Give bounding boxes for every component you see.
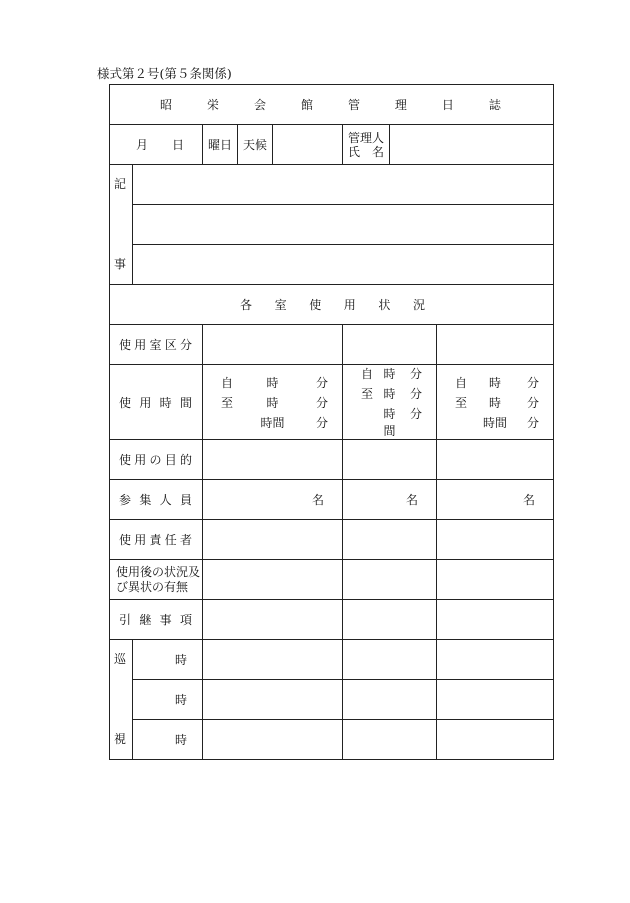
room-status-title-char: 使: [309, 298, 322, 312]
form-number-label: 様式第２号(第５条関係): [97, 66, 232, 81]
notes-label: [110, 165, 133, 285]
after-use-field-3[interactable]: [437, 560, 554, 600]
room-category-label-char: 分: [179, 338, 192, 352]
person-unit: 名: [522, 493, 535, 507]
purpose-label-char: 用: [134, 453, 147, 467]
month-day-field[interactable]: [110, 125, 203, 165]
minute-unit: 分: [526, 415, 539, 430]
attendees-label-char: 集: [139, 493, 152, 507]
to-label: 至: [361, 387, 374, 401]
attendees-label-char: 員: [179, 493, 192, 507]
usage-time-field-3[interactable]: [437, 365, 554, 440]
after-use-field-1[interactable]: [203, 560, 343, 600]
log-title-char: 日: [441, 98, 454, 112]
notes-label-top: 記: [114, 177, 127, 191]
log-title: [110, 85, 554, 125]
minute-unit: 分: [526, 375, 539, 390]
room-status-title-char: 況: [412, 298, 425, 312]
room-category-field-2[interactable]: [343, 325, 437, 365]
patrol-label: [110, 640, 133, 760]
duration-hours-unit: 時間: [482, 415, 507, 430]
usage-time-label: [110, 365, 203, 440]
manager-label-line2: 氏 名: [347, 144, 384, 159]
notes-line-2[interactable]: [133, 205, 554, 245]
notes-line-1[interactable]: [133, 165, 554, 205]
after-use-label-line1: 使用後の状況及: [116, 564, 201, 579]
usage-time-field-2[interactable]: [343, 365, 437, 440]
attendees-field-1[interactable]: [203, 480, 343, 520]
log-title-char: 昭: [160, 98, 173, 112]
attendees-field-3[interactable]: [437, 480, 554, 520]
person-unit: 名: [405, 493, 418, 507]
patrol-field-1-1[interactable]: [203, 640, 343, 680]
responsible-person-label-char: 者: [179, 533, 192, 547]
hour-unit: 時: [383, 387, 396, 401]
purpose-label: [110, 440, 203, 480]
after-use-condition-label: [110, 560, 203, 600]
room-category-field-3[interactable]: [437, 325, 554, 365]
purpose-label-char: 使: [119, 453, 132, 467]
patrol-field-1-3[interactable]: [437, 640, 554, 680]
manager-name-field[interactable]: [390, 125, 554, 165]
usage-time-label-char: 間: [179, 395, 192, 410]
from-label: 自: [455, 375, 468, 390]
log-title-char: 栄: [206, 98, 219, 112]
handover-field-2[interactable]: [343, 600, 437, 640]
usage-time-field-1[interactable]: [203, 365, 343, 440]
minute-unit: 分: [409, 367, 422, 381]
room-category-label-char: 使: [119, 338, 132, 352]
from-label: 自: [221, 375, 234, 390]
patrol-hour-field-1[interactable]: [133, 640, 203, 680]
purpose-field-3[interactable]: [437, 440, 554, 480]
usage-time-label-char: 時: [159, 395, 172, 410]
day-label: 日: [171, 138, 184, 152]
log-title-char: 会: [253, 98, 266, 112]
responsible-person-label-char: 責: [149, 533, 162, 547]
notes-line-3[interactable]: [133, 245, 554, 285]
minute-unit: 分: [409, 407, 422, 421]
handover-field-1[interactable]: [203, 600, 343, 640]
patrol-field-3-3[interactable]: [437, 720, 554, 760]
hour-unit: 時: [174, 653, 187, 667]
responsible-field-2[interactable]: [343, 520, 437, 560]
weekday-label: 曜日: [207, 138, 232, 152]
to-label: 至: [221, 395, 234, 410]
hour-unit: 時: [266, 395, 279, 410]
patrol-field-2-3[interactable]: [437, 680, 554, 720]
minute-unit: 分: [315, 415, 328, 430]
patrol-label-top: 巡: [114, 652, 127, 666]
hour-unit: 時: [266, 375, 279, 390]
manager-name-label: [343, 125, 390, 165]
minute-unit: 分: [409, 387, 422, 401]
patrol-hour-field-2[interactable]: [133, 680, 203, 720]
notes-label-bottom: 事: [114, 257, 127, 271]
room-status-title-char: 状: [378, 298, 391, 312]
patrol-hour-field-3[interactable]: [133, 720, 203, 760]
patrol-field-3-2[interactable]: [343, 720, 437, 760]
responsible-person-label: [110, 520, 203, 560]
handover-field-3[interactable]: [437, 600, 554, 640]
weather-label-cell: [238, 125, 273, 165]
responsible-person-label-char: 使: [119, 533, 132, 547]
duration-hours-unit: 時間: [260, 415, 285, 430]
hour-unit: 時: [488, 375, 501, 390]
minute-unit: 分: [315, 375, 328, 390]
person-unit: 名: [311, 493, 324, 507]
attendees-label-char: 人: [159, 493, 172, 507]
room-status-title-char: 用: [343, 298, 356, 312]
to-label: 至: [455, 395, 468, 410]
room-category-label: [110, 325, 203, 365]
weather-field[interactable]: [273, 125, 343, 165]
handover-label-char: 引: [119, 613, 132, 627]
room-category-label-char: 用: [134, 338, 147, 352]
hour-unit: 時: [174, 693, 187, 707]
patrol-label-bottom: 視: [114, 732, 127, 746]
minute-unit: 分: [526, 395, 539, 410]
spacer: [217, 414, 254, 431]
patrol-field-1-2[interactable]: [343, 640, 437, 680]
responsible-field-3[interactable]: [437, 520, 554, 560]
manager-label-line1: 管理人: [347, 130, 384, 145]
after-use-field-2[interactable]: [343, 560, 437, 600]
month-label: 月: [135, 138, 148, 152]
responsible-field-1[interactable]: [203, 520, 343, 560]
log-title-char: 館: [300, 98, 313, 112]
responsible-person-label-char: 用: [134, 533, 147, 547]
weather-label: 天候: [242, 138, 267, 152]
attendees-field-2[interactable]: [343, 480, 437, 520]
attendees-label: [110, 480, 203, 520]
room-category-field-1[interactable]: [203, 325, 343, 365]
spacer: [357, 405, 379, 439]
handover-label-char: 事: [159, 613, 172, 627]
duration-hours-unit: 時間: [383, 407, 396, 438]
weekday-field[interactable]: [203, 125, 238, 165]
usage-time-label-char: 用: [139, 395, 152, 410]
log-title-char: 誌: [488, 98, 501, 112]
hour-unit: 時: [488, 395, 501, 410]
hour-unit: 時: [174, 733, 187, 747]
patrol-field-3-1[interactable]: [203, 720, 343, 760]
purpose-label-char: 的: [179, 453, 192, 467]
usage-time-label-char: 使: [119, 395, 132, 410]
spacer: [451, 414, 480, 431]
room-category-label-char: 室: [149, 338, 162, 352]
log-title-char: 理: [394, 98, 407, 112]
handover-label-char: 項: [179, 613, 192, 627]
purpose-label-char: の: [149, 453, 162, 467]
patrol-field-2-1[interactable]: [203, 680, 343, 720]
room-status-title-char: 各: [240, 298, 253, 312]
handover-label: [110, 600, 203, 640]
purpose-field-2[interactable]: [343, 440, 437, 480]
handover-label-char: 継: [139, 613, 152, 627]
management-log-table: [109, 84, 554, 760]
attendees-label-char: 参: [119, 493, 132, 507]
room-category-label-char: 区: [164, 338, 177, 352]
from-label: 自: [361, 367, 374, 381]
patrol-field-2-2[interactable]: [343, 680, 437, 720]
room-status-title-char: 室: [274, 298, 287, 312]
purpose-field-1[interactable]: [203, 440, 343, 480]
after-use-label-line2: び異状の有無: [116, 579, 189, 594]
responsible-person-label-char: 任: [164, 533, 177, 547]
room-status-title: [110, 285, 554, 325]
minute-unit: 分: [315, 395, 328, 410]
purpose-label-char: 目: [164, 453, 177, 467]
log-title-char: 管: [347, 98, 360, 112]
hour-unit: 時: [383, 367, 396, 381]
